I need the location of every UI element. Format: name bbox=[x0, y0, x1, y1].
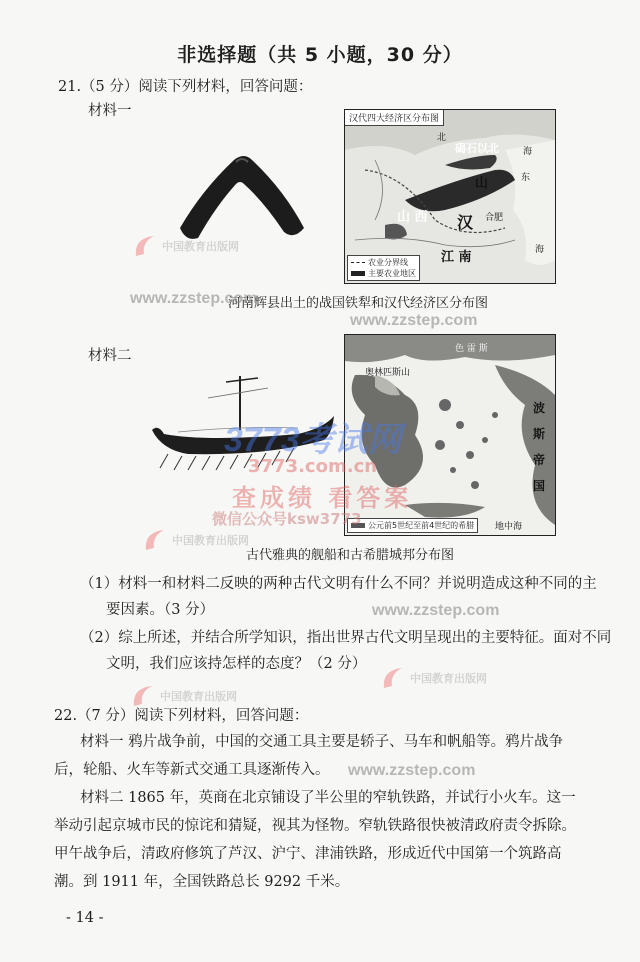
han-map-label-dong: 东 bbox=[521, 173, 531, 183]
han-map-label-shanxi: 山 西 bbox=[397, 210, 428, 225]
han-map-label-sea: 海 bbox=[535, 245, 545, 255]
q21-sub1-line1: （1）材料一和材料二反映的两种古代文明有什么不同？并说明造成这种不同的主 bbox=[80, 576, 597, 592]
han-map-label-jieshi: 碣石以北 bbox=[455, 142, 499, 155]
watermark-url: www.zzstep.com bbox=[350, 312, 478, 329]
watermark-url: www.zzstep.com bbox=[348, 762, 476, 779]
han-map-label-jiangnan: 江 南 bbox=[441, 250, 472, 265]
greek-map-label-sea: 地中海 bbox=[495, 522, 523, 532]
watermark-site-url: 3773.com.cn bbox=[248, 456, 378, 477]
watermark-logo: 中国教育出版网 bbox=[132, 232, 162, 266]
legend-item-agri: 主要农业地区 bbox=[351, 268, 416, 279]
q21-sub1-line2: 要因素。（3 分） bbox=[106, 602, 215, 618]
han-map-label-hefei: 合肥 bbox=[485, 213, 504, 223]
watermark-logo: 中国教育出版网 bbox=[380, 664, 410, 698]
iron-plough-image bbox=[172, 150, 312, 250]
legend-item-boundary: 农业分界线 bbox=[351, 257, 416, 268]
section-title: 非选择题（共 5 小题，30 分） bbox=[177, 44, 463, 66]
watermark-logo: 中国教育出版网 bbox=[130, 682, 160, 716]
han-map-label-hai: 海 bbox=[523, 147, 533, 157]
han-map-label-shan: 山 bbox=[475, 176, 489, 191]
q21-caption1: 河南辉县出土的战国铁犁和汉代经济区分布图 bbox=[228, 296, 489, 311]
q22-header: 22.（7 分）阅读下列材料，回答问题： bbox=[54, 708, 309, 724]
logo-swirl-icon bbox=[130, 682, 160, 712]
han-map-label-north: 北 bbox=[437, 133, 447, 143]
logo-swirl-icon bbox=[142, 526, 172, 556]
logo-swirl-icon bbox=[380, 664, 410, 694]
q21-sub2-line1: （2）综上所述，并结合所学知识，指出世界古代文明呈现出的主要特征。面对不同 bbox=[80, 630, 612, 646]
watermark-promo-line1: 查成绩 看答案 bbox=[232, 484, 413, 512]
watermark-site-logo: 3773考试网 bbox=[224, 421, 402, 459]
han-map-label-han: 汉 bbox=[457, 213, 474, 232]
watermark-url: www.zzstep.com bbox=[372, 602, 500, 619]
q22-material1: 材料一 鸦片战争前，中国的交通工具主要是轿子、马车和帆船等。鸦片战争后，轮船、火车等新式交通工具逐渐传入。 bbox=[54, 734, 564, 778]
q21-sub2-line2: 文明，我们应该持怎样的态度？（2 分） bbox=[106, 656, 367, 672]
han-economic-region-map bbox=[344, 109, 556, 284]
watermark-promo-line2: 微信公众号ksw3773 bbox=[212, 510, 362, 528]
q22-material2: 材料二 1865 年，英商在北京铺设了半公里的窄轨铁路，并试行小火车。这一举动引起京城市民的惊诧和猜疑，视其为怪物。窄轨铁路很快被清政府责令拆除。甲午战争后，清政府修筑了芦汉、沪宁、津浦铁路，形成近代中国第一个筑路高潮。到 1911 年，全国铁路总长 9292 千米。 bbox=[54, 790, 576, 890]
greek-map-legend: 公元前5世纪至前4世纪的希腊 bbox=[347, 518, 478, 533]
greek-map-label-thrace: 色 雷 斯 bbox=[455, 344, 488, 354]
watermark-url: www.zzstep.com bbox=[130, 290, 258, 307]
page-number: - 14 - bbox=[66, 910, 104, 926]
q21-material2-label: 材料二 bbox=[88, 348, 132, 364]
greek-map-label-olympus: 奥林匹斯山 bbox=[365, 368, 411, 378]
watermark-logo: 中国教育出版网 bbox=[142, 526, 172, 560]
q21-caption2: 古代雅典的舰船和古希腊城邦分布图 bbox=[246, 548, 455, 563]
han-map-title: 汉代四大经济区分布图 bbox=[345, 110, 444, 126]
q21-header: 21.（5 分）阅读下列材料，回答问题： bbox=[58, 79, 313, 95]
han-map-legend bbox=[347, 255, 420, 281]
q21-material1-label: 材料一 bbox=[88, 103, 132, 119]
logo-swirl-icon bbox=[132, 232, 162, 262]
greek-map-label-persia: 波 斯 帝 国 bbox=[533, 401, 546, 493]
